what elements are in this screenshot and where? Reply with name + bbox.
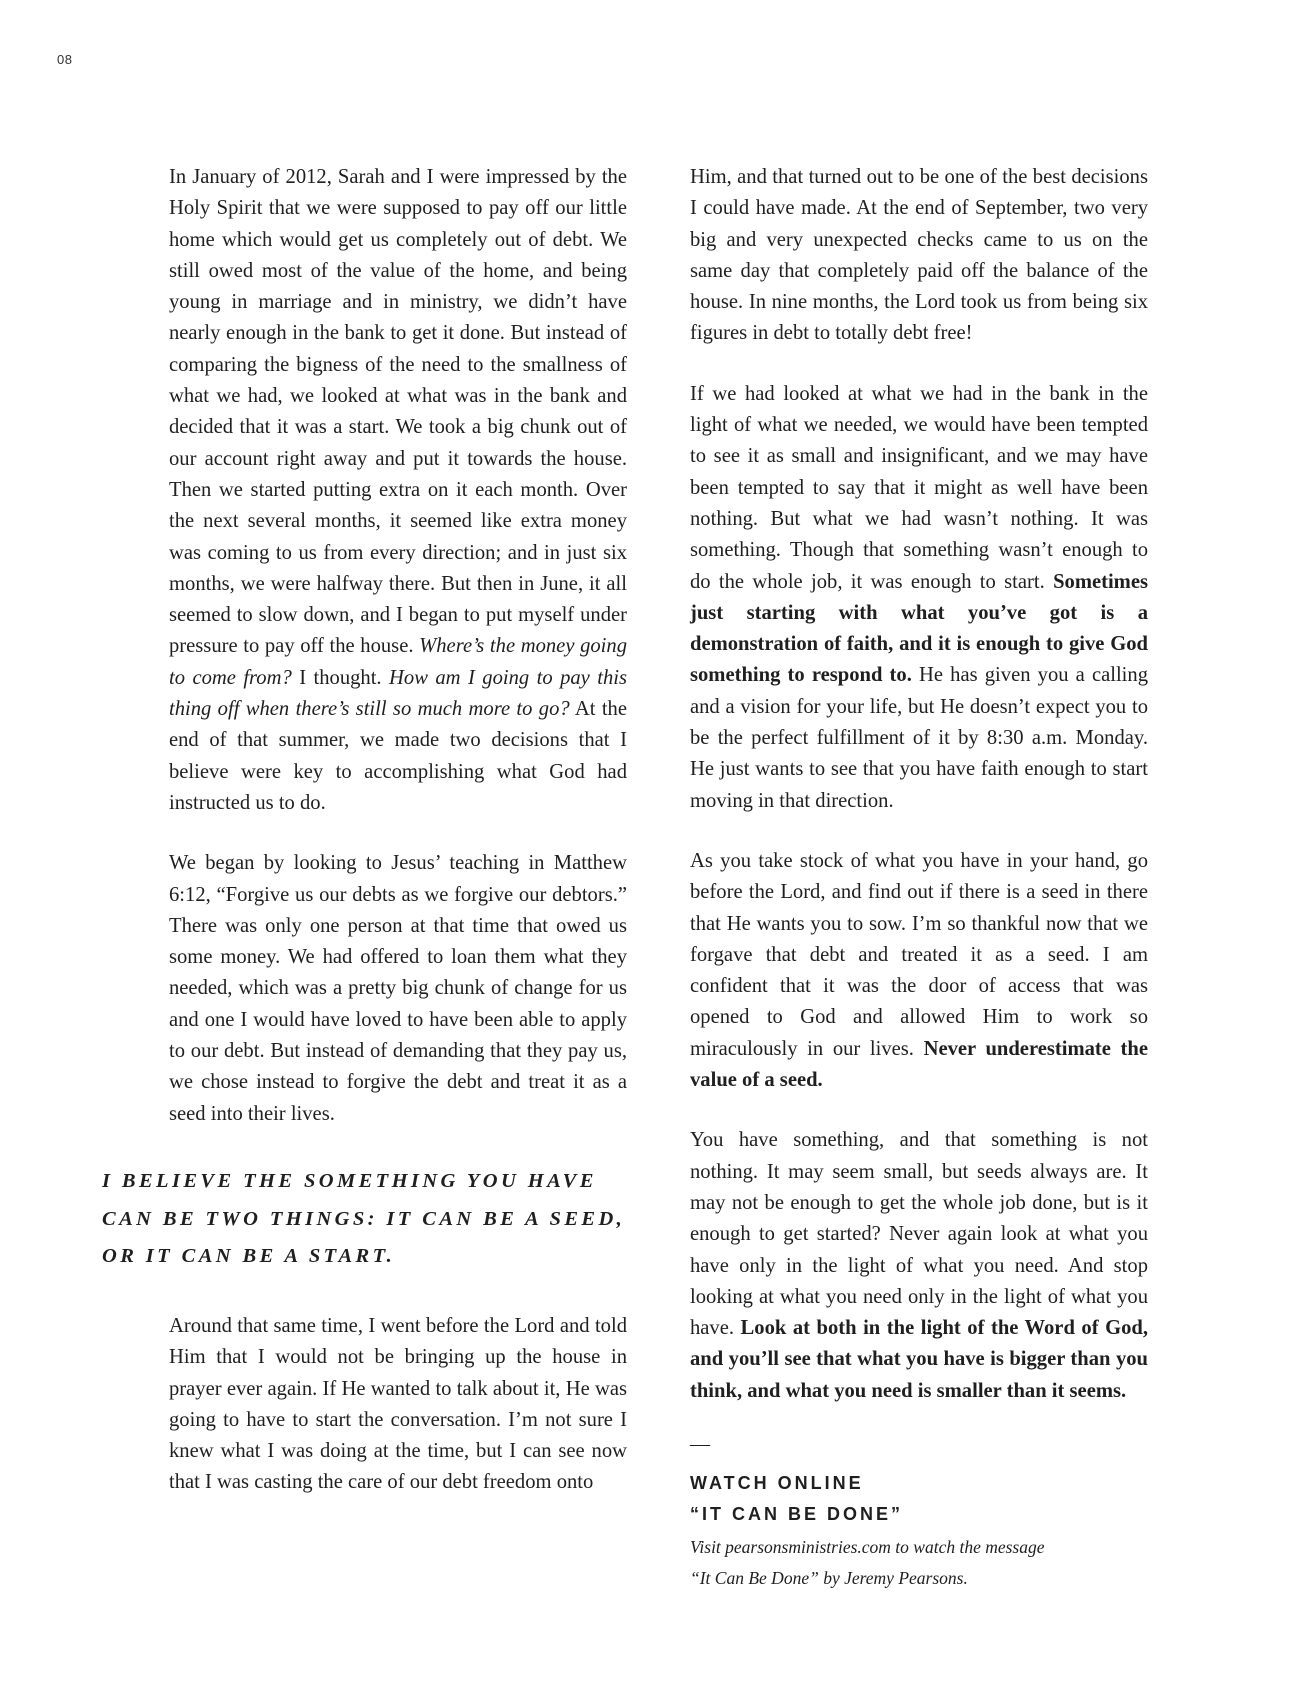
paragraph-text: He has given you a calling and a vision for your life, but He doesn’t expect you to be the perfect fulfillment of it by 8:30 a.m. Monday. He just wants to see that you have faith enough to start moving in that direction. (690, 664, 1148, 812)
paragraph-text: I thought. (291, 666, 390, 689)
section-dash: — (690, 1432, 710, 1455)
page-number: 08 (57, 52, 73, 67)
left-paragraph-1 (169, 162, 627, 819)
paragraph-text: In January of 2012, Sarah and I were impressed by the Holy Spirit that we were supposed to pay off our little home which would get us completely out of debt. We still owed most of the value of the home, and being young in marriage and in ministry, we didn’t have nearly enough in the bank to get it done. But instead of comparing the bigness of the need to the smallness of what we had, we looked at what was in the bank and decided that it was a start. We took a big chunk out of our account right away and put it towards the house. Then we started putting extra on it each month. Over the next several months, it seemed like extra money was coming to us from every direction; and in just six months, we were halfway there. But then in June, it all seemed to slow down, and I began to put myself under pressure to pay off the house. (169, 166, 627, 658)
pull-quote-line: OR IT CAN BE A START. (102, 1245, 396, 1267)
pull-quote (102, 1163, 626, 1276)
bold-emphasis: Never underestimate the value of a seed. (690, 1037, 1148, 1092)
italic-thought: Where’s the money going to come from? (169, 635, 627, 689)
right-paragraph-4 (690, 1125, 1148, 1407)
paragraph-text: You have something, and that something is not nothing. It may seem small, but seeds always are. It may not be enough to get the whole job done, but is it enough to get started? Never again look at what you have only in the light of what you need. And stop looking at what you need only in the light of what you have. (690, 1129, 1148, 1340)
paragraph-text: At the end of that summer, we made two decisions that I believe were key to accomplishing what God had instructed us to do. (169, 698, 627, 814)
watch-online-heading (690, 1468, 1148, 1530)
watch-note-line: Visit pearsonsministries.com to watch the message (690, 1536, 1045, 1557)
pull-quote-line: I BELIEVE THE SOMETHING YOU HAVE (102, 1170, 597, 1192)
paragraph-text: If we had looked at what we had in the bank in the light of what we needed, we would have been tempted to see it as small and insignificant, and we may have been tempted to say that it might as well have been nothing. But what we had wasn’t nothing. It was something. Though that something wasn’t enough to do the whole job, it was enough to start. (690, 382, 1148, 593)
right-paragraph-2 (690, 379, 1148, 817)
watch-note-line: “It Can Be Done” by Jeremy Pearsons. (690, 1567, 968, 1588)
right-column (690, 162, 1148, 1594)
right-paragraph-1: Him, and that turned out to be one of the best decisions I could have made. At the end of September, two very big and very unexpected checks came to us on the same day that completely paid off the balance of the house. In nine months, the Lord took us from being six figures in debt to totally debt free! (690, 166, 1148, 345)
pull-quote-line: CAN BE TWO THINGS: IT CAN BE A SEED, (102, 1207, 626, 1230)
left-column-continued (169, 1311, 627, 1528)
left-column (169, 162, 627, 1159)
bold-emphasis: Sometimes just starting with what you’ve got is a demonstration of faith, and it is enough to give God something to respond to. (690, 570, 1148, 687)
right-paragraph-3 (690, 846, 1148, 1096)
watch-heading-line: WATCH ONLINE (690, 1472, 864, 1493)
left-paragraph-2: We began by looking to Jesus’ teaching in Matthew 6:12, “Forgive us our debts as we forgive our debtors.” There was only one person at that time that owed us some money. We had offered to loan them what they needed, which was a pretty big chunk of change for us and one I would have loved to have been able to apply to our debt. But instead of demanding that they pay us, we chose instead to forgive the debt and treat it as a seed into their lives. (169, 852, 627, 1125)
left-paragraph-3: Around that same time, I went before the Lord and told Him that I would not be bringing up the house in prayer ever again. If He wanted to talk about it, He was going to have to start the conversation. I’m not sure I knew what I was doing at the time, but I can see now that I was casting the care of our debt freedom onto (169, 1315, 627, 1494)
paragraph-text: As you take stock of what you have in your hand, go before the Lord, and find out if there is a seed in there that He wants you to sow. I’m so thankful now that we forgave that debt and treated it as a seed. I am confident that it was the door of access that was opened to God and allowed Him to work so miraculously in our lives. (690, 849, 1148, 1060)
bold-emphasis: Look at both in the light of the Word of God, and you’ll see that what you have is bigger than you think, and what you need is smaller than it seems. (690, 1317, 1148, 1402)
watch-online-note (690, 1532, 1148, 1594)
watch-heading-title: “IT CAN BE DONE” (690, 1503, 904, 1524)
italic-thought: How am I going to pay this thing off when there’s still so much more to go? (169, 666, 627, 721)
